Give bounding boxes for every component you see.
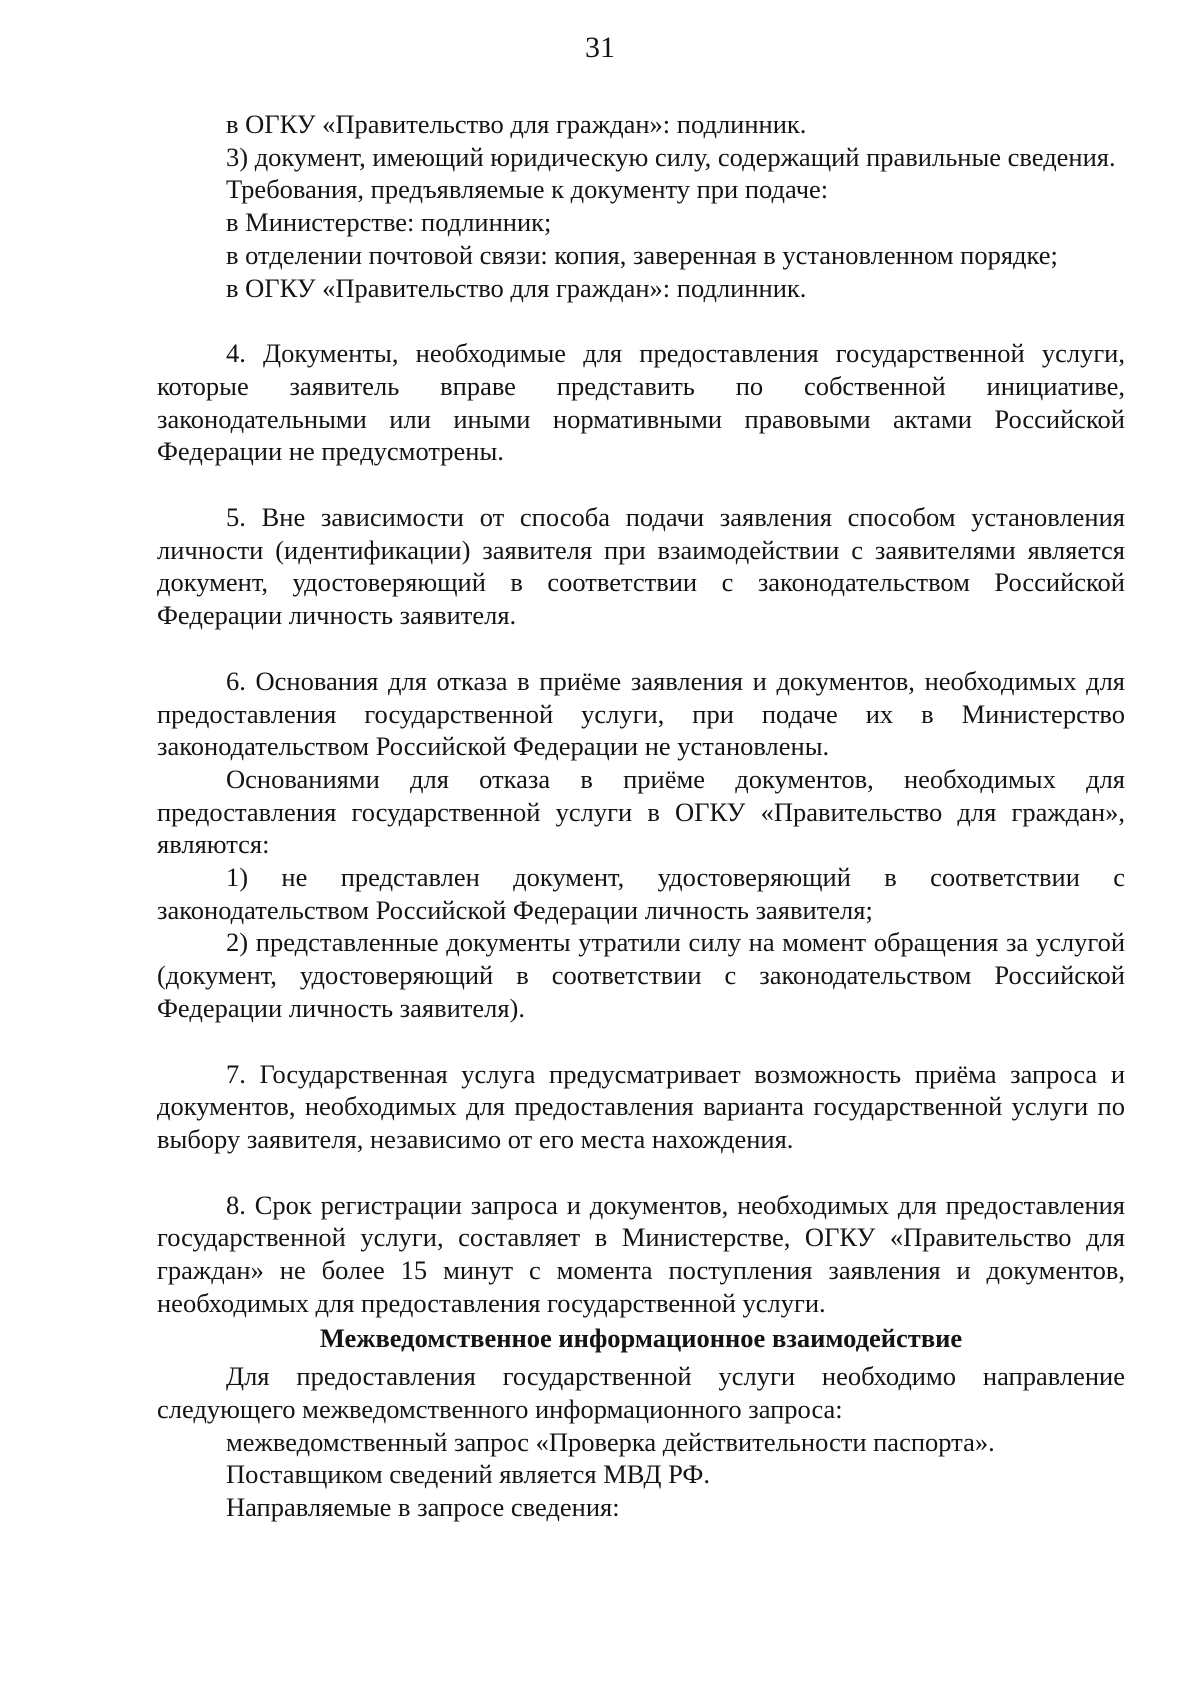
paragraph-gap <box>157 632 1125 665</box>
paragraph: Поставщиком сведений является МВД РФ. <box>226 1459 710 1490</box>
document-body <box>157 108 1125 1524</box>
paragraph: в Министерстве: подлинник; <box>226 207 552 238</box>
paragraph: 4. Документы, необходимые для предоставления государственной услуги, которые заявитель вправе представить по собственной инициативе, законодательными или иными нормативными правовыми актами Российской Федерации не предусмотрены. <box>157 338 1125 467</box>
paragraph-gap <box>157 1025 1125 1058</box>
page-number: 31 <box>585 31 615 64</box>
paragraph: Для предоставления государственной услуги необходимо направление следующего межведомственного информационного запроса: <box>157 1361 1125 1424</box>
paragraph: Основаниями для отказа в приёме документов, необходимых для предоставления государственной услуги в ОГКУ «Правительство для граждан», являются: <box>157 763 1125 860</box>
paragraph: Требования, предъявляемые к документу при подаче: <box>226 174 829 205</box>
paragraph-gap <box>157 1156 1125 1189</box>
paragraph-gap <box>157 304 1125 337</box>
paragraph: 6. Основания для отказа в приёме заявления и документов, необходимых для предоставления государственной услуги, при подаче их в Министерство законодательством Российской Федерации не установлены. <box>157 665 1125 762</box>
paragraph: 5. Вне зависимости от способа подачи заявления способом установления личности (идентификации) заявителя при взаимодействии с заявителями является документ, удостоверяющий в соответствии с законодательством Российской Федерации личность заявителя. <box>157 502 1125 631</box>
paragraph: 2) представленные документы утратили силу на момент обращения за услугой (документ, удостоверяющий в соответствии с законодательством Российской Федерации личность заявителя). <box>157 927 1125 1023</box>
paragraph: в ОГКУ «Правительство для граждан»: подлинник. <box>226 272 807 303</box>
paragraph: 3) документ, имеющий юридическую силу, содержащий правильные сведения. <box>226 141 1116 172</box>
paragraph: в отделении почтовой связи: копия, заверенная в установленном порядке; <box>226 239 1058 270</box>
paragraph: в ОГКУ «Правительство для граждан»: подлинник. <box>226 109 807 139</box>
paragraph: 7. Государственная услуга предусматривает возможность приёма запроса и документов, необходимых для предоставления варианта государственной услуги по выбору заявителя, независимо от его места нахождения. <box>157 1058 1125 1154</box>
paragraph: 1) не представлен документ, удостоверяющий в соответствии с законодательством Российской Федерации личность заявителя; <box>157 862 1125 925</box>
paragraph: 8. Срок регистрации запроса и документов, необходимых для предоставления государственной услуги, составляет в Министерстве, ОГКУ «Правительство для граждан» не более 15 минут с момента поступления заявления и документов, необходимых для предоставления государственной услуги. <box>157 1189 1125 1318</box>
paragraph: Направляемые в запросе сведения: <box>226 1492 620 1523</box>
paragraph-gap <box>157 468 1125 501</box>
section-heading: Межведомственное информационное взаимодействие <box>319 1322 963 1353</box>
paragraph: межведомственный запрос «Проверка действительности паспорта». <box>226 1426 995 1457</box>
